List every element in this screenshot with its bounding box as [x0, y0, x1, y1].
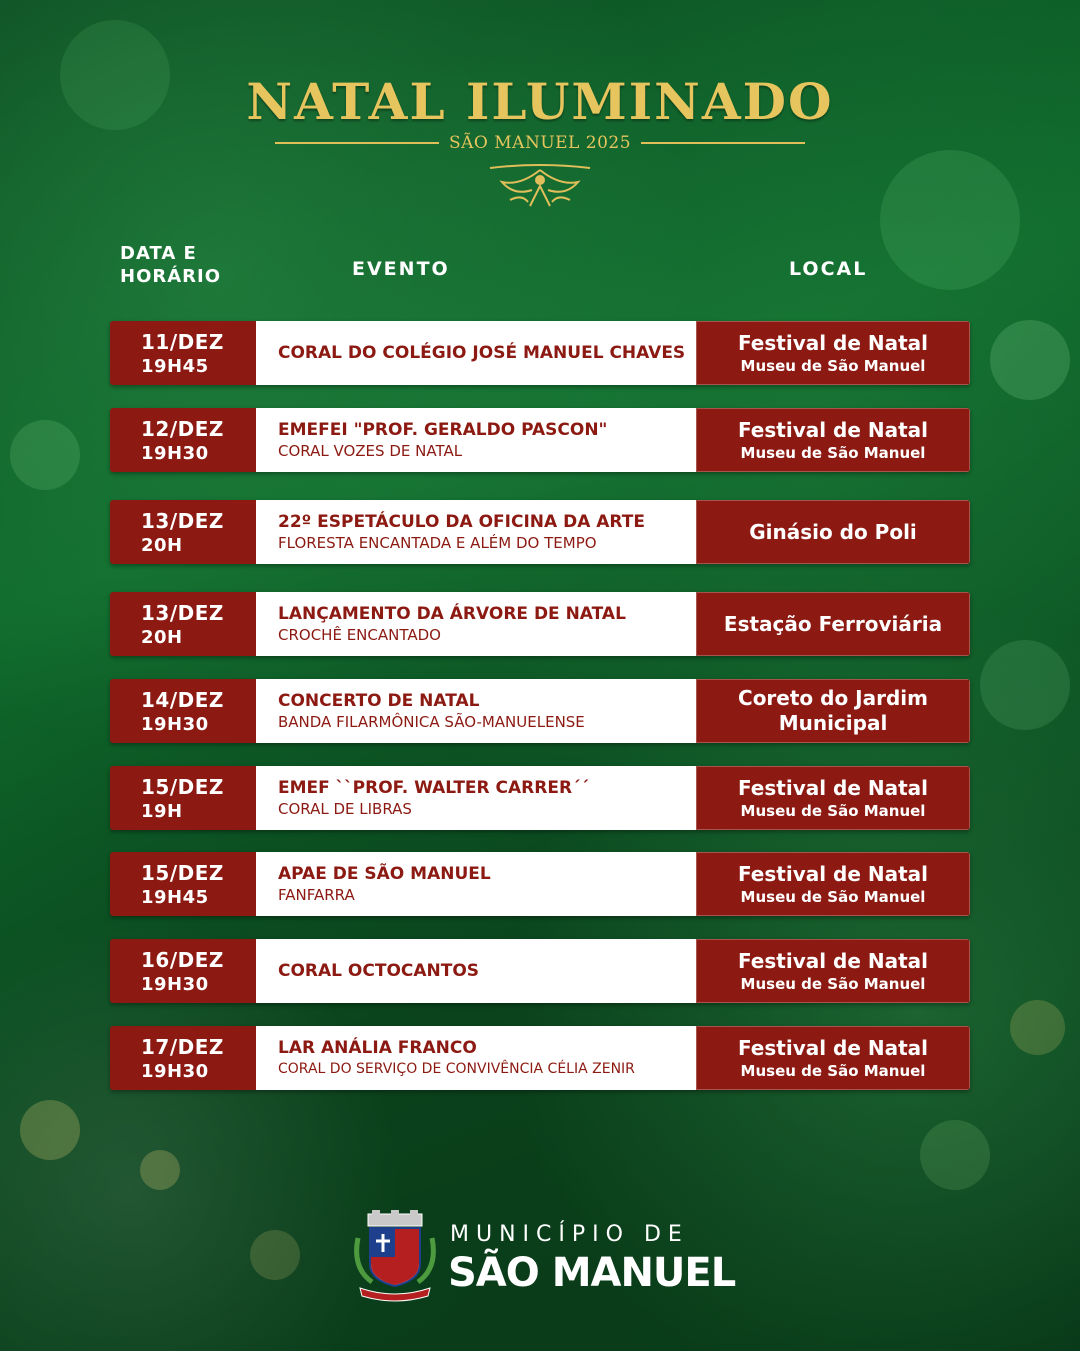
event-date-cell: [110, 766, 256, 830]
footer-municipio-label: MUNICÍPIO DE: [450, 1222, 689, 1247]
event-time: 19H45: [141, 356, 209, 377]
subtitle-rule-left: [275, 142, 439, 144]
event-local-cell: [696, 500, 970, 564]
event-local-cell: [696, 939, 970, 1003]
event-date: 11/DEZ: [141, 330, 224, 354]
local-title: Festival de Natal: [737, 948, 929, 973]
event-row: [110, 592, 970, 656]
event-date: 14/DEZ: [141, 688, 224, 712]
local-title: Festival de Natal: [737, 775, 929, 800]
event-date: 13/DEZ: [141, 509, 224, 533]
bokeh-decoration: [990, 320, 1070, 400]
footer-city-name: SÃO MANUEL: [448, 1250, 736, 1296]
event-row: [110, 679, 970, 743]
local-subtitle: Museu de São Manuel: [740, 801, 926, 820]
column-header-event: EVENTO: [352, 258, 450, 280]
local-subtitle: Museu de São Manuel: [740, 974, 926, 993]
event-title: CONCERTO DE NATAL: [278, 691, 480, 711]
event-time: 19H45: [141, 887, 209, 908]
event-local-cell: [696, 408, 970, 472]
local-title: Festival de Natal: [737, 330, 929, 355]
event-date: 17/DEZ: [141, 1035, 224, 1059]
event-name-cell: [256, 679, 696, 743]
event-time: 20H: [141, 627, 183, 648]
event-name-cell: [256, 939, 696, 1003]
event-local-cell: [696, 852, 970, 916]
page-title: NATAL ILUMINADO: [246, 72, 834, 131]
local-subtitle: Municipal: [778, 711, 888, 735]
event-date: 15/DEZ: [141, 775, 224, 799]
event-title: EMEF ``PROF. WALTER CARRER´´: [278, 778, 590, 798]
column-header-date-line2: HORÁRIO: [120, 266, 222, 287]
event-time: 20H: [141, 535, 183, 556]
column-header-date: [120, 242, 221, 288]
column-header-date-line1: DATA E: [120, 243, 197, 264]
event-subtitle: FANFARRA: [278, 886, 355, 904]
event-date-cell: [110, 408, 256, 472]
local-subtitle: Museu de São Manuel: [740, 443, 926, 462]
event-subtitle: CORAL VOZES DE NATAL: [278, 442, 463, 460]
local-title: Festival de Natal: [737, 1035, 929, 1060]
event-title: APAE DE SÃO MANUEL: [278, 864, 491, 884]
event-title: LAR ANÁLIA FRANCO: [278, 1038, 477, 1058]
event-row: [110, 939, 970, 1003]
local-title: Festival de Natal: [737, 861, 929, 886]
local-subtitle: Museu de São Manuel: [740, 887, 926, 906]
event-name-cell: [256, 500, 696, 564]
event-row: [110, 321, 970, 385]
subtitle-rule-right: [641, 142, 805, 144]
event-title: EMEFEI "PROF. GERALDO PASCON": [278, 420, 608, 440]
event-row: [110, 408, 970, 472]
event-local-cell: [696, 766, 970, 830]
event-name-cell: [256, 592, 696, 656]
bokeh-decoration: [20, 1100, 80, 1160]
event-date-cell: [110, 852, 256, 916]
event-date-cell: [110, 679, 256, 743]
event-date-cell: [110, 500, 256, 564]
bokeh-decoration: [880, 150, 1020, 290]
event-title: LANÇAMENTO DA ÁRVORE DE NATAL: [278, 604, 626, 624]
page-subtitle: SÃO MANUEL 2025: [449, 133, 632, 153]
event-name-cell: [256, 321, 696, 385]
event-date: 15/DEZ: [141, 861, 224, 885]
event-local-cell: [696, 1026, 970, 1090]
event-name-cell: [256, 1026, 696, 1090]
bokeh-decoration: [140, 1150, 180, 1190]
bokeh-decoration: [10, 420, 80, 490]
local-title: Ginásio do Poli: [749, 519, 917, 544]
event-name-cell: [256, 766, 696, 830]
event-title: CORAL OCTOCANTOS: [278, 961, 480, 981]
event-time: 19H30: [141, 443, 209, 464]
bokeh-decoration: [980, 640, 1070, 730]
event-title: 22º ESPETÁCULO DA OFICINA DA ARTE: [278, 512, 645, 532]
event-date: 13/DEZ: [141, 601, 224, 625]
event-subtitle: FLORESTA ENCANTADA E ALÉM DO TEMPO: [278, 534, 597, 552]
event-row: [110, 500, 970, 564]
column-header-local: LOCAL: [789, 258, 868, 280]
event-date-cell: [110, 1026, 256, 1090]
event-time: 19H30: [141, 974, 209, 995]
event-row: [110, 852, 970, 916]
event-name-cell: [256, 408, 696, 472]
event-local-cell: [696, 592, 970, 656]
subtitle-bar: [275, 131, 805, 155]
event-name-cell: [256, 852, 696, 916]
bokeh-decoration: [920, 1120, 990, 1190]
bokeh-decoration: [1010, 1000, 1065, 1055]
municipal-crest-icon: [352, 1208, 438, 1304]
local-subtitle: Museu de São Manuel: [740, 356, 926, 375]
event-subtitle: BANDA FILARMÔNICA SÃO-MANUELENSE: [278, 713, 585, 731]
event-time: 19H: [141, 801, 183, 822]
event-local-cell: [696, 321, 970, 385]
local-subtitle: Museu de São Manuel: [740, 1061, 926, 1080]
event-time: 19H30: [141, 1061, 209, 1082]
event-date: 16/DEZ: [141, 948, 224, 972]
event-row: [110, 1026, 970, 1090]
event-local-cell: [696, 679, 970, 743]
event-subtitle: CORAL DE LIBRAS: [278, 800, 412, 818]
ornament-icon: [480, 156, 600, 216]
event-subtitle: CORAL DO SERVIÇO DE CONVIVÊNCIA CÉLIA ZENIR: [278, 1061, 635, 1077]
event-date-cell: [110, 592, 256, 656]
event-time: 19H30: [141, 714, 209, 735]
event-subtitle: CROCHÊ ENCANTADO: [278, 626, 441, 644]
local-title: Coreto do Jardim: [738, 686, 928, 710]
event-date-cell: [110, 939, 256, 1003]
event-date: 12/DEZ: [141, 417, 224, 441]
event-date-cell: [110, 321, 256, 385]
event-row: [110, 766, 970, 830]
local-title: Estação Ferroviária: [723, 611, 943, 636]
local-title: Festival de Natal: [737, 417, 929, 442]
event-title: CORAL DO COLÉGIO JOSÉ MANUEL CHAVES: [278, 343, 686, 363]
bokeh-decoration: [250, 1230, 300, 1280]
